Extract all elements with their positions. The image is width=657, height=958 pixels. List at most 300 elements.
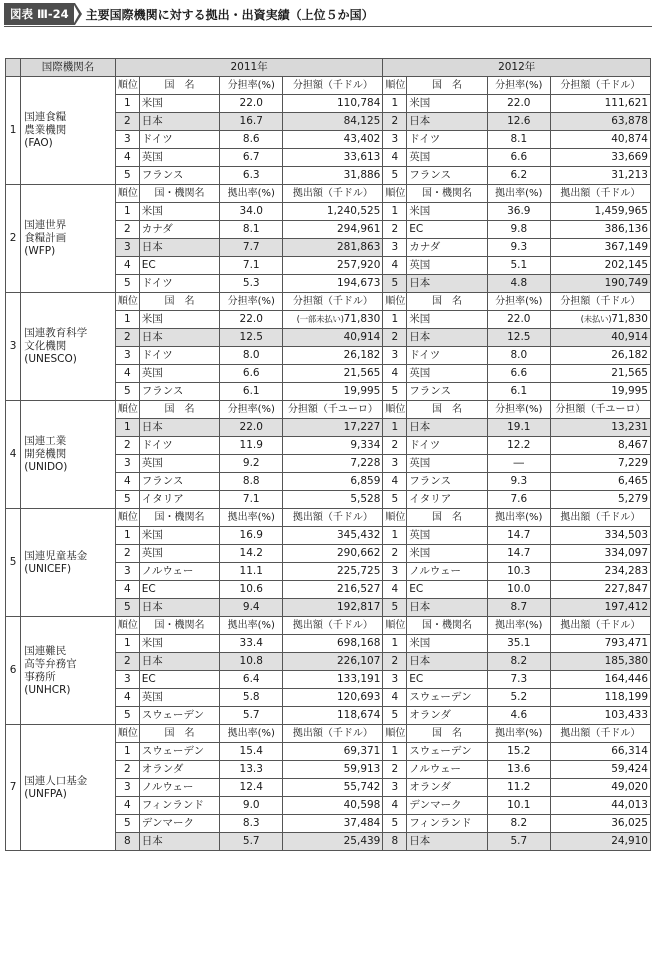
rate-2011-cell: 8.0 <box>220 347 283 365</box>
amount-2012-cell: 234,283 <box>550 563 650 581</box>
amount-2011-cell <box>283 311 383 329</box>
rank-2011-cell: 3 <box>115 131 139 149</box>
rank-2012-cell: 2 <box>383 221 407 239</box>
amount-2011-cell: 37,484 <box>283 815 383 833</box>
amount-2011-cell: 55,742 <box>283 779 383 797</box>
amount-2012-cell: 190,749 <box>550 275 650 293</box>
rate-2012-cell: 5.1 <box>487 257 550 275</box>
org-number: 6 <box>6 617 21 725</box>
org-subheader-row <box>6 293 651 311</box>
amount-2011-cell: 192,817 <box>283 599 383 617</box>
country-2012-cell: ドイツ <box>407 347 487 365</box>
country-2011-cell: 日本 <box>139 653 219 671</box>
table-header-row <box>6 59 651 77</box>
rate-2011-cell: 22.0 <box>220 311 283 329</box>
amount-2012-cell: 386,136 <box>550 221 650 239</box>
amount-2011-cell: 31,886 <box>283 167 383 185</box>
country-2011-cell: 日本 <box>139 239 219 257</box>
country-2011-cell: フランス <box>139 167 219 185</box>
column-header: 国 名 <box>407 77 487 95</box>
column-header: 順位 <box>383 725 407 743</box>
rate-2011-cell: 10.6 <box>220 581 283 599</box>
rate-2011-cell: 9.0 <box>220 797 283 815</box>
column-header: 分担額（千ユーロ） <box>550 401 650 419</box>
rank-2012-cell: 4 <box>383 365 407 383</box>
rate-2011-cell: 6.1 <box>220 383 283 401</box>
country-2012-cell: 日本 <box>407 113 487 131</box>
column-header: 分担額（千ドル） <box>550 293 650 311</box>
column-header: 分担率(%) <box>220 293 283 311</box>
amount-2012-cell: 40,914 <box>550 329 650 347</box>
country-2012-cell: 米国 <box>407 545 487 563</box>
header-org: 国際機関名 <box>21 59 116 77</box>
rank-2012-cell: 1 <box>383 203 407 221</box>
amount-2012-cell: 6,465 <box>550 473 650 491</box>
rate-2012-cell: 8.1 <box>487 131 550 149</box>
country-2012-cell: ノルウェー <box>407 563 487 581</box>
org-number: 3 <box>6 293 21 401</box>
rate-2011-cell: 14.2 <box>220 545 283 563</box>
rate-2011-cell: 8.1 <box>220 221 283 239</box>
org-name <box>21 725 116 851</box>
rank-2011-cell: 2 <box>115 221 139 239</box>
rank-2011-cell: 3 <box>115 779 139 797</box>
rank-2011-cell: 2 <box>115 761 139 779</box>
country-2012-cell: ノルウェー <box>407 761 487 779</box>
rate-2012-cell: 6.6 <box>487 149 550 167</box>
rank-2011-cell: 4 <box>115 689 139 707</box>
country-2011-cell: 米国 <box>139 635 219 653</box>
column-header: 順位 <box>383 293 407 311</box>
rate-2012-cell: 35.1 <box>487 635 550 653</box>
amount-2012-cell: 24,910 <box>550 833 650 851</box>
org-number: 2 <box>6 185 21 293</box>
rate-2011-cell: 16.9 <box>220 527 283 545</box>
country-2011-cell: 英国 <box>139 365 219 383</box>
org-name-line: 国連人口基金 <box>24 774 88 787</box>
rate-2012-cell: 12.6 <box>487 113 550 131</box>
column-header: 国 名 <box>139 77 219 95</box>
country-2011-cell: イタリア <box>139 491 219 509</box>
column-header: 順位 <box>115 185 139 203</box>
rate-2012-cell: 11.2 <box>487 779 550 797</box>
rate-2012-cell: 8.2 <box>487 815 550 833</box>
amount-2011-cell: 40,914 <box>283 329 383 347</box>
column-header: 国 名 <box>407 725 487 743</box>
rate-2011-cell: 5.7 <box>220 707 283 725</box>
rank-2012-cell: 8 <box>383 833 407 851</box>
amount-2012-cell: 63,878 <box>550 113 650 131</box>
country-2012-cell: スウェーデン <box>407 689 487 707</box>
rank-2012-cell: 4 <box>383 257 407 275</box>
country-2011-cell: 日本 <box>139 599 219 617</box>
country-2012-cell: カナダ <box>407 239 487 257</box>
org-number: 1 <box>6 77 21 185</box>
org-name-line: 高等弁務官 <box>24 657 77 670</box>
rank-2011-cell: 5 <box>115 383 139 401</box>
org-number: 4 <box>6 401 21 509</box>
rank-2012-cell: 4 <box>383 689 407 707</box>
amount-2012-cell: 33,669 <box>550 149 650 167</box>
rate-2012-cell: 10.3 <box>487 563 550 581</box>
rank-2012-cell: 1 <box>383 527 407 545</box>
country-2011-cell: 日本 <box>139 419 219 437</box>
rate-2012-cell: 10.1 <box>487 797 550 815</box>
rank-2011-cell: 5 <box>115 599 139 617</box>
title-arrow-icon <box>75 3 82 25</box>
country-2012-cell: EC <box>407 221 487 239</box>
rate-2012-cell: 22.0 <box>487 311 550 329</box>
amount-value: 71,830 <box>343 312 381 325</box>
org-subheader-row <box>6 185 651 203</box>
column-header: 国・機関名 <box>139 185 219 203</box>
rate-2011-cell: 8.8 <box>220 473 283 491</box>
rank-2011-cell: 4 <box>115 365 139 383</box>
amount-2012-cell: 197,412 <box>550 599 650 617</box>
org-name-line: (UNHCR) <box>24 683 71 696</box>
rank-2012-cell: 5 <box>383 707 407 725</box>
rate-2011-cell: 9.4 <box>220 599 283 617</box>
org-name-line: (UNIDO) <box>24 461 68 473</box>
amount-2011-cell: 5,528 <box>283 491 383 509</box>
org-name <box>21 509 116 617</box>
rate-2011-cell: 5.3 <box>220 275 283 293</box>
rate-2011-cell: 22.0 <box>220 419 283 437</box>
org-subheader-row <box>6 401 651 419</box>
country-2011-cell: スウェーデン <box>139 743 219 761</box>
rate-2012-cell: 5.7 <box>487 833 550 851</box>
country-2011-cell: 米国 <box>139 311 219 329</box>
rate-2012-cell: 7.3 <box>487 671 550 689</box>
amount-2012-cell: 21,565 <box>550 365 650 383</box>
country-2012-cell: 米国 <box>407 203 487 221</box>
rate-2011-cell: 6.6 <box>220 365 283 383</box>
rank-2012-cell: 5 <box>383 491 407 509</box>
column-header: 拠出率(%) <box>220 509 283 527</box>
country-2012-cell: 英国 <box>407 365 487 383</box>
column-header: 順位 <box>115 725 139 743</box>
amount-2011-cell: 21,565 <box>283 365 383 383</box>
rate-2012-cell: 14.7 <box>487 545 550 563</box>
country-2012-cell: 日本 <box>407 833 487 851</box>
amount-2011-cell: 25,439 <box>283 833 383 851</box>
org-number: 5 <box>6 509 21 617</box>
column-header: 拠出率(%) <box>487 509 550 527</box>
country-2011-cell: フランス <box>139 473 219 491</box>
rank-2011-cell: 2 <box>115 653 139 671</box>
column-header: 順位 <box>115 617 139 635</box>
rate-2012-cell: 13.6 <box>487 761 550 779</box>
rank-2011-cell: 1 <box>115 419 139 437</box>
org-name-line: 国連工業 <box>24 435 67 447</box>
rate-2011-cell: 11.1 <box>220 563 283 581</box>
amount-2011-cell: 59,913 <box>283 761 383 779</box>
rate-2011-cell: 7.7 <box>220 239 283 257</box>
rank-2011-cell: 1 <box>115 311 139 329</box>
column-header: 国 名 <box>139 401 219 419</box>
org-number: 7 <box>6 725 21 851</box>
rate-2012-cell: 6.1 <box>487 383 550 401</box>
country-2012-cell: フランス <box>407 383 487 401</box>
amount-2012-cell: 164,446 <box>550 671 650 689</box>
column-header: 拠出率(%) <box>487 725 550 743</box>
amount-2012-cell: 334,503 <box>550 527 650 545</box>
org-name-line: (FAO) <box>24 137 53 149</box>
rank-2012-cell: 2 <box>383 761 407 779</box>
amount-2011-cell: 294,961 <box>283 221 383 239</box>
column-header: 順位 <box>115 77 139 95</box>
amount-2012-cell: 111,621 <box>550 95 650 113</box>
country-2011-cell: デンマーク <box>139 815 219 833</box>
column-header: 拠出額（千ドル） <box>550 509 650 527</box>
rate-2011-cell: 34.0 <box>220 203 283 221</box>
country-2011-cell: スウェーデン <box>139 707 219 725</box>
column-header: 拠出率(%) <box>487 185 550 203</box>
country-2012-cell: デンマーク <box>407 797 487 815</box>
amount-2011-cell: 9,334 <box>283 437 383 455</box>
country-2011-cell: ノルウェー <box>139 563 219 581</box>
country-2011-cell: 英国 <box>139 689 219 707</box>
country-2011-cell: ドイツ <box>139 275 219 293</box>
column-header: 拠出額（千ドル） <box>550 185 650 203</box>
org-subheader-row <box>6 509 651 527</box>
org-name-line: (UNICEF) <box>24 562 72 575</box>
rank-2012-cell: 5 <box>383 383 407 401</box>
column-header: 順位 <box>115 401 139 419</box>
org-subheader-row <box>6 725 651 743</box>
column-header: 国 名 <box>407 293 487 311</box>
amount-2012-cell: 185,380 <box>550 653 650 671</box>
country-2011-cell: 米国 <box>139 95 219 113</box>
country-2012-cell: 日本 <box>407 653 487 671</box>
amount-2011-cell: 345,432 <box>283 527 383 545</box>
amount-2011-cell: 133,191 <box>283 671 383 689</box>
amount-2011-cell: 120,693 <box>283 689 383 707</box>
rate-2012-cell: 36.9 <box>487 203 550 221</box>
rank-2011-cell: 4 <box>115 797 139 815</box>
amount-2012-cell: 1,459,965 <box>550 203 650 221</box>
amount-2012-cell: 19,995 <box>550 383 650 401</box>
rank-2012-cell: 2 <box>383 545 407 563</box>
country-2011-cell: フィンランド <box>139 797 219 815</box>
column-header: 拠出額（千ドル） <box>550 617 650 635</box>
column-header: 拠出額（千ドル） <box>283 509 383 527</box>
rank-2012-cell: 3 <box>383 239 407 257</box>
rank-2011-cell: 5 <box>115 167 139 185</box>
country-2012-cell: スウェーデン <box>407 743 487 761</box>
rate-2012-cell: 7.6 <box>487 491 550 509</box>
amount-2011-cell: 290,662 <box>283 545 383 563</box>
country-2011-cell: ノルウェー <box>139 779 219 797</box>
rank-2012-cell: 2 <box>383 653 407 671</box>
rate-2012-cell: 12.2 <box>487 437 550 455</box>
rank-2011-cell: 2 <box>115 329 139 347</box>
column-header: 拠出額（千ドル） <box>283 725 383 743</box>
amount-2012-cell: 7,229 <box>550 455 650 473</box>
rate-2011-cell: 33.4 <box>220 635 283 653</box>
rate-2011-cell: 6.4 <box>220 671 283 689</box>
rate-2011-cell: 11.9 <box>220 437 283 455</box>
amount-2012-cell: 5,279 <box>550 491 650 509</box>
amount-2012-cell: 44,013 <box>550 797 650 815</box>
country-2011-cell: 英国 <box>139 149 219 167</box>
header-blank <box>6 59 21 77</box>
country-2012-cell: ドイツ <box>407 437 487 455</box>
rate-2012-cell: 15.2 <box>487 743 550 761</box>
rate-2011-cell: 7.1 <box>220 257 283 275</box>
figure-title: 主要国際機関に対する拠出・出資実績（上位５か国） <box>85 7 374 22</box>
amount-2012-cell: 66,314 <box>550 743 650 761</box>
country-2011-cell: フランス <box>139 383 219 401</box>
country-2012-cell: フランス <box>407 473 487 491</box>
rate-2011-cell: 6.7 <box>220 149 283 167</box>
contributions-table <box>5 58 651 851</box>
country-2011-cell: 日本 <box>139 833 219 851</box>
rank-2011-cell: 4 <box>115 581 139 599</box>
column-header: 国・機関名 <box>407 617 487 635</box>
column-header: 国・機関名 <box>139 617 219 635</box>
rate-2012-cell: 9.8 <box>487 221 550 239</box>
rank-2011-cell: 3 <box>115 563 139 581</box>
column-header: 順位 <box>383 401 407 419</box>
column-header: 国・機関名 <box>407 185 487 203</box>
rate-2011-cell: 10.8 <box>220 653 283 671</box>
rate-2012-cell: 9.3 <box>487 473 550 491</box>
rank-2011-cell: 5 <box>115 491 139 509</box>
rate-2011-cell: 5.7 <box>220 833 283 851</box>
column-header: 分担額（千ドル） <box>283 77 383 95</box>
amount-2011-cell: 216,527 <box>283 581 383 599</box>
rate-2011-cell: 16.7 <box>220 113 283 131</box>
amount-2011-cell: 43,402 <box>283 131 383 149</box>
rate-2011-cell: 15.4 <box>220 743 283 761</box>
column-header: 分担率(%) <box>487 77 550 95</box>
amount-2011-cell: 7,228 <box>283 455 383 473</box>
amount-2011-cell: 281,863 <box>283 239 383 257</box>
rate-2011-cell: 5.8 <box>220 689 283 707</box>
rate-2012-cell: 22.0 <box>487 95 550 113</box>
column-header: 拠出額（千ドル） <box>283 617 383 635</box>
column-header: 分担額（千ドル） <box>283 293 383 311</box>
rate-2012-cell: ― <box>487 455 550 473</box>
amount-2012-cell: 334,097 <box>550 545 650 563</box>
rate-2011-cell: 12.5 <box>220 329 283 347</box>
org-name-line: 事務所 <box>24 670 56 683</box>
column-header: 拠出額（千ドル） <box>550 725 650 743</box>
column-header: 国・機関名 <box>139 509 219 527</box>
rate-2011-cell: 9.2 <box>220 455 283 473</box>
amount-2012-cell: 31,213 <box>550 167 650 185</box>
rate-2011-cell: 22.0 <box>220 95 283 113</box>
amount-2012-cell: 202,145 <box>550 257 650 275</box>
org-name-line: 国連難民 <box>24 644 67 657</box>
rate-2012-cell: 8.0 <box>487 347 550 365</box>
rate-2012-cell: 10.0 <box>487 581 550 599</box>
country-2012-cell: 日本 <box>407 419 487 437</box>
column-header: 分担率(%) <box>487 293 550 311</box>
org-name-line: 文化機関 <box>24 340 67 352</box>
rank-2011-cell: 3 <box>115 671 139 689</box>
org-name-line: 国連食糧 <box>24 111 67 123</box>
rate-2012-cell: 14.7 <box>487 527 550 545</box>
org-name-line: (UNFPA) <box>24 787 67 800</box>
org-name-line: (WFP) <box>24 245 56 257</box>
org-name-line: 農業機関 <box>24 124 67 136</box>
rank-2011-cell: 2 <box>115 113 139 131</box>
rank-2011-cell: 1 <box>115 95 139 113</box>
header-2011: 2011年 <box>115 59 383 77</box>
amount-2011-cell: 226,107 <box>283 653 383 671</box>
column-header: 国 名 <box>139 293 219 311</box>
column-header: 分担率(%) <box>487 401 550 419</box>
amount-2011-cell: 19,995 <box>283 383 383 401</box>
rate-2011-cell: 12.4 <box>220 779 283 797</box>
amount-2011-cell: 118,674 <box>283 707 383 725</box>
rate-2012-cell: 6.6 <box>487 365 550 383</box>
country-2012-cell: 米国 <box>407 635 487 653</box>
amount-value: 71,830 <box>611 312 648 325</box>
figure-title-bar <box>4 2 652 27</box>
amount-2012-cell: 8,467 <box>550 437 650 455</box>
country-2011-cell: 英国 <box>139 455 219 473</box>
country-2012-cell: ドイツ <box>407 131 487 149</box>
figure-label: 図表 Ⅲ-24 <box>4 3 75 25</box>
column-header: 拠出率(%) <box>220 725 283 743</box>
rank-2012-cell: 1 <box>383 635 407 653</box>
org-name <box>21 185 116 293</box>
rank-2011-cell: 4 <box>115 473 139 491</box>
org-name-line: 国連世界 <box>24 219 67 231</box>
rank-2012-cell: 3 <box>383 455 407 473</box>
column-header: 国 名 <box>139 725 219 743</box>
rank-2012-cell: 1 <box>383 743 407 761</box>
column-header: 分担額（千ユーロ） <box>283 401 383 419</box>
amount-2012-cell: 793,471 <box>550 635 650 653</box>
rank-2012-cell: 1 <box>383 419 407 437</box>
amount-note: (一部未払い) <box>296 314 344 325</box>
org-name <box>21 77 116 185</box>
rank-2012-cell: 4 <box>383 797 407 815</box>
header-2012: 2012年 <box>383 59 651 77</box>
amount-2012-cell: 40,874 <box>550 131 650 149</box>
country-2012-cell: 英国 <box>407 455 487 473</box>
country-2012-cell: 英国 <box>407 527 487 545</box>
rank-2011-cell: 3 <box>115 239 139 257</box>
rank-2011-cell: 2 <box>115 545 139 563</box>
rank-2011-cell: 3 <box>115 455 139 473</box>
country-2012-cell: 英国 <box>407 257 487 275</box>
country-2011-cell: ドイツ <box>139 437 219 455</box>
column-header: 順位 <box>383 509 407 527</box>
column-header: 順位 <box>115 293 139 311</box>
country-2011-cell: EC <box>139 257 219 275</box>
rank-2011-cell: 3 <box>115 347 139 365</box>
rank-2012-cell: 5 <box>383 815 407 833</box>
org-name-line: 開発機関 <box>24 448 67 460</box>
rank-2012-cell: 3 <box>383 563 407 581</box>
column-header: 拠出額（千ドル） <box>283 185 383 203</box>
amount-2011-cell: 84,125 <box>283 113 383 131</box>
rank-2011-cell: 4 <box>115 257 139 275</box>
rate-2012-cell: 9.3 <box>487 239 550 257</box>
column-header: 順位 <box>383 77 407 95</box>
country-2012-cell: オランダ <box>407 707 487 725</box>
country-2011-cell: カナダ <box>139 221 219 239</box>
country-2012-cell: 日本 <box>407 275 487 293</box>
amount-2012-cell: 36,025 <box>550 815 650 833</box>
rank-2011-cell: 4 <box>115 149 139 167</box>
org-name <box>21 401 116 509</box>
